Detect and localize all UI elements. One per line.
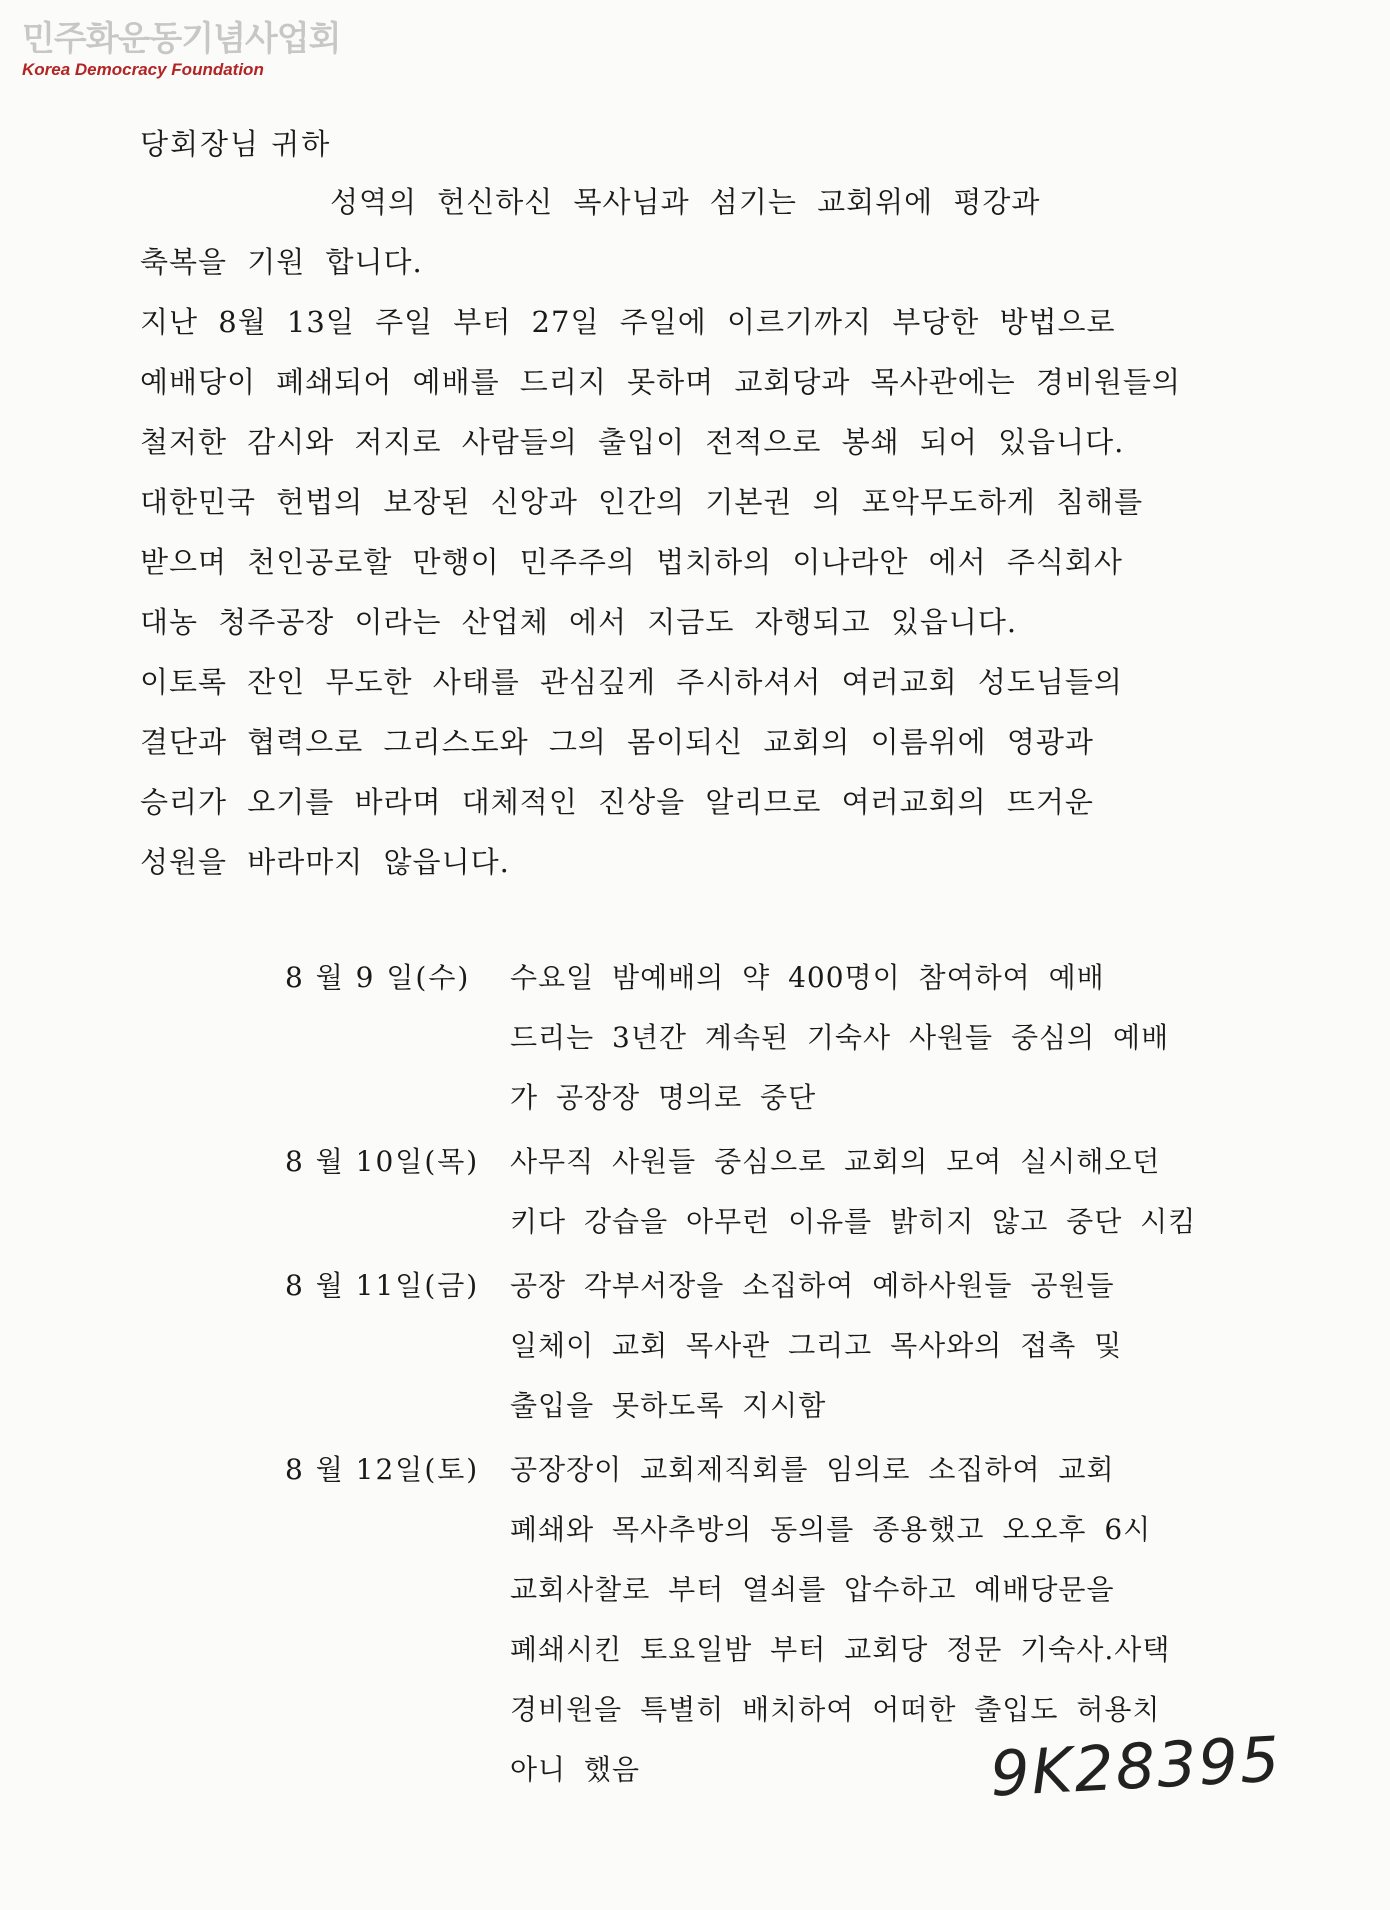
event-timeline <box>285 948 1285 1804</box>
event-line: 교회사찰로 부터 열쇠를 압수하고 예배당문을 <box>510 1573 1115 1606</box>
letter-line: 승리가 오기를 바라며 대체적인 진상을 알리므로 여러교회의 뜨거운 <box>140 785 1094 819</box>
event-line: 수요일 밤예배의 약 400명이 참여하여 예배 <box>510 961 1105 994</box>
event-entry <box>285 1132 1285 1252</box>
watermark-english: Korea Democracy Foundation <box>22 60 264 79</box>
event-line: 공장 각부서장을 소집하여 예하사원들 공원들 <box>510 1269 1115 1302</box>
letter-body <box>140 172 1270 892</box>
watermark-korean: 민주화운동기념사업회 <box>22 19 341 59</box>
event-entry <box>285 1256 1285 1436</box>
letter-line: 지난 8월 13일 주일 부터 27일 주일에 이르기까지 부당한 방법으로 <box>140 305 1116 339</box>
event-line: 드리는 3년간 계속된 기숙사 사원들 중심의 예배 <box>510 1021 1170 1054</box>
letter-line: 철저한 감시와 저지로 사람들의 출입이 전적으로 봉쇄 되어 있읍니다. <box>140 425 1125 459</box>
letter-line: 대한민국 헌법의 보장된 신앙과 인간의 기본권 의 포악무도하게 침해를 <box>140 485 1144 519</box>
handwritten-archive-number: 9K28395 <box>988 1722 1284 1811</box>
event-line: 공장장이 교회제직회를 임의로 소집하여 교회 <box>510 1453 1115 1486</box>
event-line: 경비원을 특별히 배치하여 어떠한 출입도 허용치 <box>510 1693 1161 1726</box>
event-date: 8 월 11일(금) <box>285 1269 480 1302</box>
letter-line: 대농 청주공장 이라는 산업체 에서 지금도 자행되고 있읍니다. <box>140 605 1018 639</box>
event-line: 폐쇄시킨 토요일밤 부터 교회당 정문 기숙사.사택 <box>510 1633 1171 1666</box>
event-entry <box>285 948 1285 1128</box>
letter-line: 받으며 천인공로할 만행이 민주주의 법치하의 이나라안 에서 주식회사 <box>140 545 1123 579</box>
event-line: 사무직 사원들 중심으로 교회의 모여 실시해오던 <box>510 1145 1161 1178</box>
letter-line: 결단과 협력으로 그리스도와 그의 몸이되신 교회의 이름위에 영광과 <box>140 725 1094 759</box>
event-line: 출입을 못하도록 지시함 <box>510 1389 827 1422</box>
event-line: 일체이 교회 목사관 그리고 목사와의 접촉 및 <box>510 1329 1123 1362</box>
event-line: 폐쇄와 목사추방의 동의를 종용했고 오오후 6시 <box>510 1513 1152 1546</box>
event-date: 8 월 9 일(수) <box>285 961 471 994</box>
salutation: 당회장님 귀하 <box>140 127 332 161</box>
event-date: 8 월 12일(토) <box>285 1453 480 1486</box>
letter-line: 축복을 기원 합니다. <box>140 245 423 279</box>
letter-line: 성역의 헌신하신 목사님과 섬기는 교회위에 평강과 <box>330 185 1041 219</box>
event-line: 가 공장장 명의로 중단 <box>510 1081 817 1114</box>
letter-line: 예배당이 폐쇄되어 예배를 드리지 못하며 교회당과 목사관에는 경비원들의 <box>140 365 1181 399</box>
event-line: 키다 강습을 아무런 이유를 밝히지 않고 중단 시킴 <box>510 1205 1197 1238</box>
event-date: 8 월 10일(목) <box>285 1145 480 1178</box>
letter-line: 이토록 잔인 무도한 사태를 관심깊게 주시하셔서 여러교회 성도님들의 <box>140 665 1123 699</box>
foundation-watermark <box>22 18 340 80</box>
event-line: 아니 했음 <box>510 1753 641 1786</box>
letter-line: 성원을 바라마지 않읍니다. <box>140 845 510 879</box>
